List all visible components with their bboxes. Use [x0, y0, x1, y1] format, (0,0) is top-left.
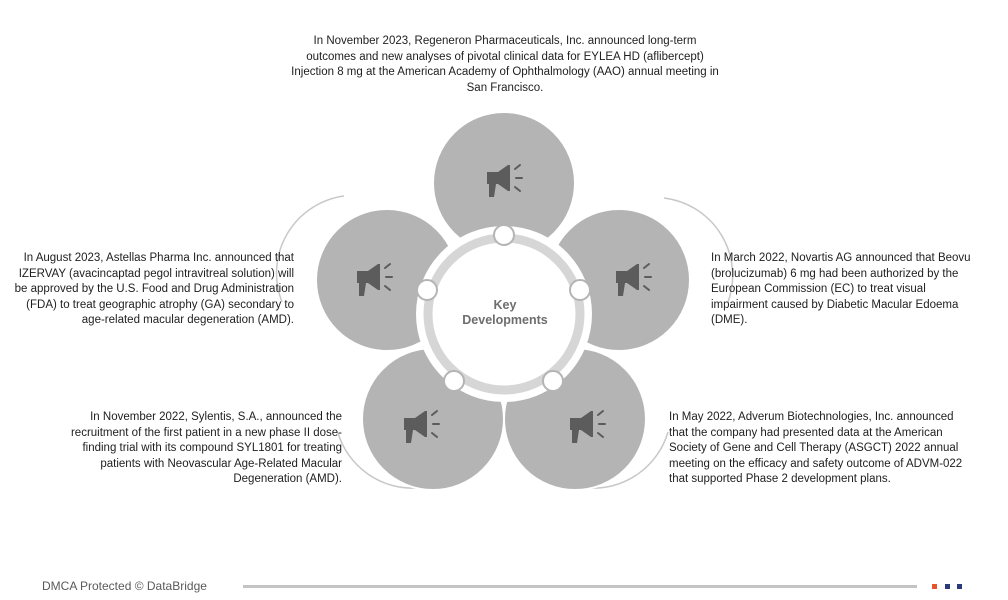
center-label-line-2: Developments [462, 313, 548, 327]
connector-dot-bottom-right [543, 371, 563, 391]
footer-square-orange [932, 584, 937, 589]
footer-square-navy [957, 584, 962, 589]
development-left-text: In August 2023, Astellas Pharma Inc. announced that IZERVAY (avacincaptad pegol intravitreal solution) will be approved by the U.S. Food and Drug Administration (FDA) to treat geographic atrophy (GA) secondary to age-related macular degeneration (AMD). [14, 252, 294, 327]
footer-square-navy [945, 584, 950, 589]
center-label [430, 298, 580, 328]
development-bottom-left-text: In November 2022, Sylentis, S.A., announced the recruitment of the first patient in a new phase II dose-finding trial with its compound SYL1801 for treating patients with Neovascular Age-Related Macular Degeneration (AMD). [70, 411, 342, 486]
connector-dot-left [417, 280, 437, 300]
footer-copyright: DMCA Protected © DataBridge [42, 579, 207, 593]
center-label-line-1: Key [493, 298, 517, 312]
connector-dot-right [570, 280, 590, 300]
connector-dot-top [494, 225, 514, 245]
development-bottom-right-text: In May 2022, Adverum Biotechnologies, Inc. announced that the company had presented data at the American Society of Gene and Cell Therapy (ASGCT) 2022 annual meeting on the efficacy and safety outcome of ADVM-022 that supported Phase 2 development plans. [669, 411, 963, 486]
footer-divider [243, 585, 917, 588]
development-top-text: In November 2023, Regeneron Pharmaceuticals, Inc. announced long-term outcomes and new analyses of pivotal clinical data for EYLEA HD (aflibercept) Injection 8 mg at the American Academy of Ophthalmology (AAO) annual meeting in San Francisco. [291, 35, 719, 94]
connector-dot-bottom-left [444, 371, 464, 391]
development-right-text: In March 2022, Novartis AG announced that Beovu (brolucizumab) 6 mg had been authorized by the European Commission (EC) to treat visual impairment caused by Diabetic Macular Edoema (DME). [711, 252, 971, 327]
